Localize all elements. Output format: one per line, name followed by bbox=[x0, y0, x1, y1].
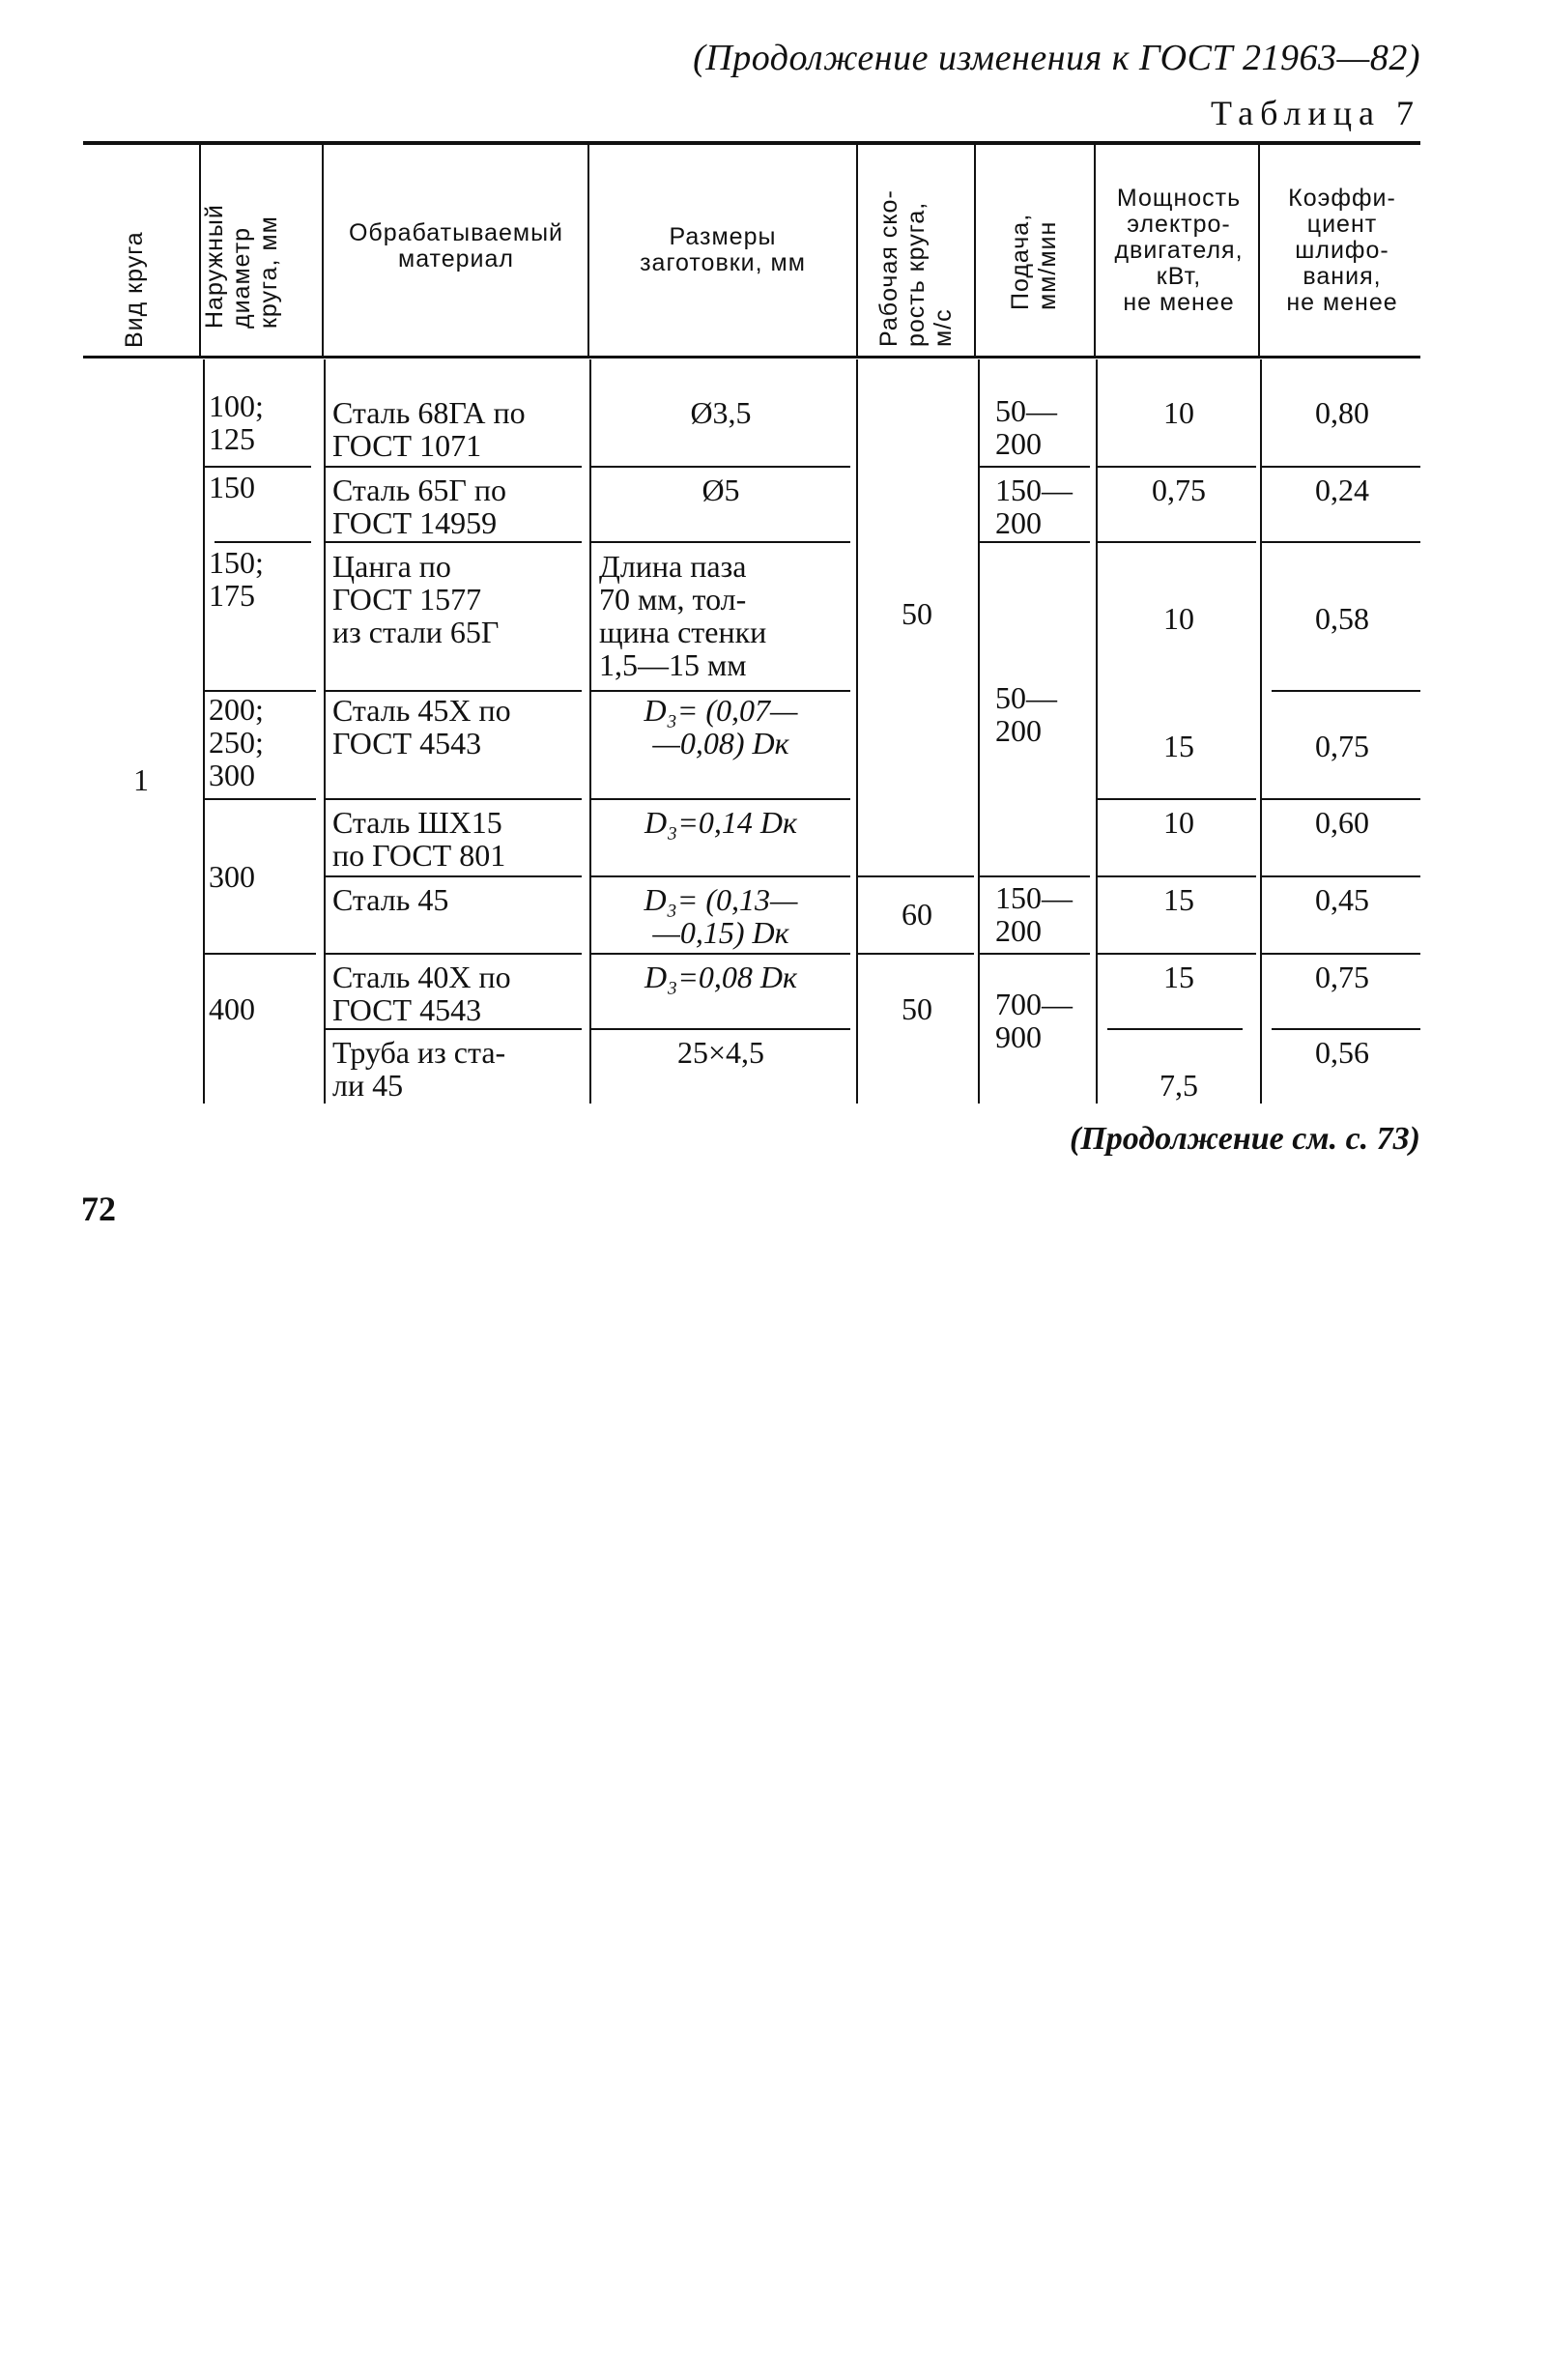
power-cell: 10 bbox=[1163, 395, 1194, 430]
diameter-cell: 150; 175 bbox=[209, 545, 264, 613]
speed-cell: 50 bbox=[902, 991, 932, 1026]
coef-cell: 0,58 bbox=[1315, 601, 1369, 636]
col-header-vid: Вид круга bbox=[121, 231, 148, 348]
col-header-diameter: Наружный диаметр круга, мм bbox=[201, 204, 282, 329]
coef-cell: 0,75 bbox=[1315, 729, 1369, 763]
feed-cell: 700— 900 bbox=[995, 987, 1073, 1054]
speed-cell: 60 bbox=[902, 897, 932, 932]
coef-cell: 0,45 bbox=[1315, 882, 1369, 917]
table-label: Таблица 7 bbox=[1211, 94, 1420, 132]
col-header-material: Обрабатываемый материал bbox=[348, 219, 564, 272]
razmery-cell: D₃=0,14 Dк bbox=[644, 805, 797, 840]
razmery-cell: Длина паза 70 мм, тол- щина стенки 1,5—15 мм bbox=[599, 549, 767, 682]
power-cell: 15 bbox=[1163, 960, 1194, 994]
col-header-speed: Рабочая ско- рость круга, м/с bbox=[875, 189, 957, 347]
speed-cell: 50 bbox=[902, 596, 932, 631]
material-cell: Сталь 40Х по ГОСТ 4543 bbox=[332, 960, 511, 1027]
razmery-cell: Ø5 bbox=[701, 473, 740, 507]
power-cell: 0,75 bbox=[1152, 473, 1206, 507]
coef-cell: 0,60 bbox=[1315, 805, 1369, 840]
power-cell: 10 bbox=[1163, 601, 1194, 636]
page-number: 72 bbox=[81, 1190, 116, 1228]
material-cell: Труба из ста- ли 45 bbox=[332, 1035, 506, 1103]
col-header-razmery: Размеры заготовки, мм bbox=[640, 223, 806, 276]
diameter-cell: 150 bbox=[209, 470, 255, 504]
power-cell: 15 bbox=[1163, 882, 1194, 917]
material-cell: Цанга по ГОСТ 1577 из стали 65Г bbox=[332, 549, 500, 649]
material-cell: Сталь 65Г по ГОСТ 14959 bbox=[332, 473, 506, 540]
razmery-cell: D₃= (0,13— —0,15) Dк bbox=[644, 882, 798, 950]
diameter-cell: 400 bbox=[209, 991, 255, 1026]
header-bottom-rule bbox=[83, 356, 1420, 358]
power-cell: 7,5 bbox=[1160, 1068, 1198, 1103]
feed-cell: 50— 200 bbox=[995, 680, 1057, 748]
col-header-coef: Коэффи- циент шлифо- вания, не менее bbox=[1286, 185, 1398, 316]
material-cell: Сталь 45Х по ГОСТ 4543 bbox=[332, 693, 511, 760]
feed-cell: 50— 200 bbox=[995, 393, 1057, 461]
coef-cell: 0,24 bbox=[1315, 473, 1369, 507]
diameter-cell: 100; 125 bbox=[209, 388, 264, 456]
diameter-cell: 300 bbox=[209, 859, 255, 894]
material-cell: Сталь ШХ15 по ГОСТ 801 bbox=[332, 805, 506, 873]
col-header-feed: Подача, мм/мин bbox=[1007, 213, 1061, 310]
razmery-cell: D₃=0,08 Dк bbox=[644, 960, 797, 994]
feed-cell: 150— 200 bbox=[995, 473, 1073, 540]
continuation-footer: (Продолжение см. с. 73) bbox=[1070, 1121, 1420, 1157]
table-top-rule bbox=[83, 141, 1420, 145]
col-header-power: Мощность электро- двигателя, кВт, не менее bbox=[1114, 185, 1244, 316]
diameter-cell: 200; 250; 300 bbox=[209, 692, 264, 792]
coef-cell: 0,75 bbox=[1315, 960, 1369, 994]
feed-cell: 150— 200 bbox=[995, 880, 1073, 948]
material-cell: Сталь 68ГА по ГОСТ 1071 bbox=[332, 395, 526, 463]
power-cell: 10 bbox=[1163, 805, 1194, 840]
razmery-cell: D₃= (0,07— —0,08) Dк bbox=[644, 693, 798, 760]
power-cell: 15 bbox=[1163, 729, 1194, 763]
coef-cell: 0,56 bbox=[1315, 1035, 1369, 1070]
material-cell: Сталь 45 bbox=[332, 882, 449, 917]
vid-value: 1 bbox=[133, 762, 149, 797]
continuation-heading: (Продолжение изменения к ГОСТ 21963—82) bbox=[693, 38, 1420, 78]
razmery-cell: Ø3,5 bbox=[690, 395, 752, 430]
coef-cell: 0,80 bbox=[1315, 395, 1369, 430]
razmery-cell: 25×4,5 bbox=[676, 1035, 765, 1070]
